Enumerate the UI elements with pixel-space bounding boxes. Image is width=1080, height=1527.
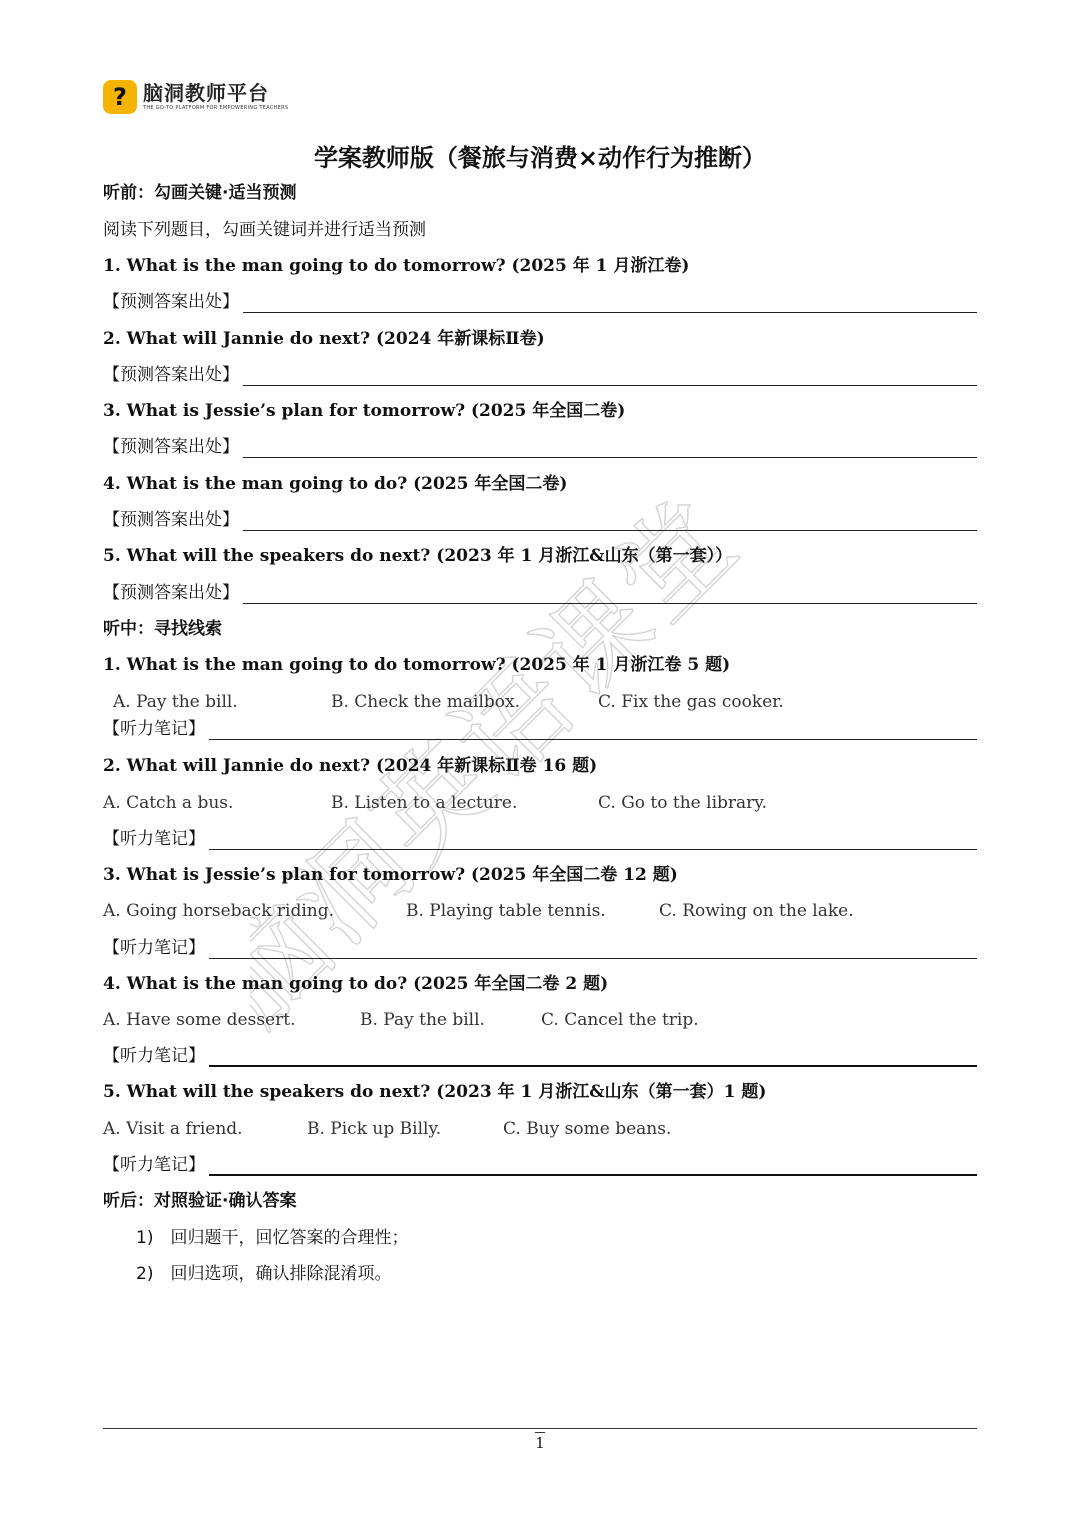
option-4a: A. Have some dessert. xyxy=(103,1010,296,1030)
pre-question-3: 3. What is Jessie’s plan for tomorrow? (2025 年全国二卷) xyxy=(103,401,626,421)
post-item-2: 2) 回归选项，确认排除混淆项。 xyxy=(136,1264,392,1284)
mid-question-3: 3. What is Jessie’s plan for tomorrow? (2025 年全国二卷 12 题) xyxy=(103,865,678,885)
pre-instruction: 阅读下列题目，勾画关键词并进行适当预测 xyxy=(103,220,426,240)
option-5a: A. Visit a friend. xyxy=(103,1119,243,1139)
option-3a: A. Going horseback riding. xyxy=(103,901,335,921)
pre-answer-line-2[interactable] xyxy=(103,364,977,386)
notes-label: 【听力笔记】 xyxy=(103,938,205,958)
pre-answer-label: 【预测答案出处】 xyxy=(103,437,239,457)
option-3c: C. Rowing on the lake. xyxy=(659,901,854,921)
pre-question-4: 4. What is the man going to do? (2025 年全国二卷) xyxy=(103,474,568,494)
notes-label: 【听力笔记】 xyxy=(103,1046,205,1066)
notes-label: 【听力笔记】 xyxy=(103,719,205,739)
post-item-1: 1) 回归题干，回忆答案的合理性； xyxy=(136,1228,409,1248)
notes-line-4[interactable] xyxy=(103,1045,977,1067)
notes-line-2[interactable] xyxy=(103,828,977,850)
mid-heading: 听中：寻找线索 xyxy=(103,619,222,639)
platform-logo xyxy=(103,79,288,115)
pre-question-2: 2. What will Jannie do next? (2024 年新课标Ⅱ卷) xyxy=(103,329,545,349)
notes-line-3[interactable] xyxy=(103,937,977,959)
notes-line-1[interactable] xyxy=(103,718,977,740)
option-5b: B. Pick up Billy. xyxy=(307,1119,442,1139)
option-1a: A. Pay the bill. xyxy=(113,692,238,712)
option-3b: B. Playing table tennis. xyxy=(406,901,606,921)
option-2c: C. Go to the library. xyxy=(598,793,768,813)
notes-line-5[interactable] xyxy=(103,1154,977,1176)
page-title: 学案教师版（餐旅与消费×动作行为推断） xyxy=(313,144,767,172)
pre-answer-label: 【预测答案出处】 xyxy=(103,292,239,312)
page-number xyxy=(0,1434,1080,1452)
mid-question-1: 1. What is the man going to do tomorrow? (2025 年 1 月浙江卷 5 题) xyxy=(103,655,731,675)
pre-answer-line-3[interactable] xyxy=(103,436,977,458)
pre-answer-line-4[interactable] xyxy=(103,509,977,531)
pre-answer-label: 【预测答案出处】 xyxy=(103,510,239,530)
question-bulb-icon: ? xyxy=(103,80,137,114)
option-1b: B. Check the mailbox. xyxy=(331,692,521,712)
pre-question-1: 1. What is the man going to do tomorrow? (2025 年 1 月浙江卷) xyxy=(103,256,690,276)
post-heading: 听后：对照验证·确认答案 xyxy=(103,1191,297,1211)
option-4b: B. Pay the bill. xyxy=(360,1010,485,1030)
option-5c: C. Buy some beans. xyxy=(503,1119,672,1139)
pre-answer-line-1[interactable] xyxy=(103,291,977,313)
notes-label: 【听力笔记】 xyxy=(103,1155,205,1175)
option-4c: C. Cancel the trip. xyxy=(541,1010,699,1030)
logo-name: 脑洞教师平台 xyxy=(143,81,269,105)
option-1c: C. Fix the gas cooker. xyxy=(598,692,784,712)
option-2a: A. Catch a bus. xyxy=(103,793,234,813)
watermark-text: 脑洞英语课堂 xyxy=(250,490,763,1049)
notes-label: 【听力笔记】 xyxy=(103,829,205,849)
pre-answer-label: 【预测答案出处】 xyxy=(103,365,239,385)
page-number-text: 1 xyxy=(535,1434,545,1452)
pre-answer-label: 【预测答案出处】 xyxy=(103,583,239,603)
option-2b: B. Listen to a lecture. xyxy=(331,793,518,813)
mid-question-4: 4. What is the man going to do? (2025 年全国二卷 2 题) xyxy=(103,974,609,994)
mid-question-5: 5. What will the speakers do next? (2023 年 1 月浙江&山东（第一套）1 题) xyxy=(103,1082,767,1102)
mid-question-2: 2. What will Jannie do next? (2024 年新课标Ⅱ卷 16 题) xyxy=(103,756,598,776)
footer-divider xyxy=(103,1428,977,1429)
pre-heading: 听前：勾画关键·适当预测 xyxy=(103,183,297,203)
pre-question-5: 5. What will the speakers do next? (2023 年 1 月浙江&山东（第一套）） xyxy=(103,546,733,566)
pre-answer-line-5[interactable] xyxy=(103,582,977,604)
logo-tagline: THE GO-TO PLATFORM FOR EMPOWERING TEACHERS xyxy=(143,105,289,111)
